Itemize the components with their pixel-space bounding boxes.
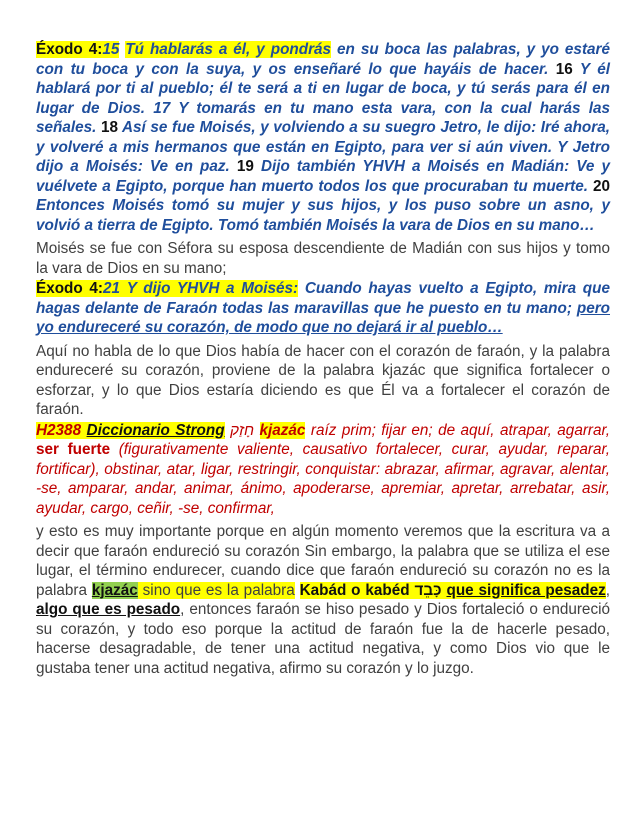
definition-keyword: ser fuerte: [36, 441, 111, 458]
verse-reference-number: 21: [103, 280, 121, 297]
hebrew-word: חָזַק: [230, 421, 255, 439]
highlighted-text: sino que es la palabra: [137, 581, 295, 599]
verse-reference: Éxodo 4:: [36, 41, 103, 58]
commentary-paragraph: [36, 522, 610, 678]
verse-passage-exodus-4-15: [36, 40, 610, 235]
verse-text: Entonces Moisés tomó su mujer y sus hijos, y los puso sobre un asno, y volvió a tierra de Egipto. Tomó también Moisés la vara de Dios en su mano…: [36, 197, 610, 234]
highlighted-verse-text: Tú hablarás a él, y pondrás: [125, 41, 332, 58]
verse-passage-exodus-4-21: [36, 279, 610, 338]
verse-text: Cuando hayas vuelto a Egipto, mira que hagas delante de Faraón todas las maravillas que he puesto en tu mano;: [36, 280, 610, 317]
verse-reference-number: 15: [102, 41, 120, 58]
verse-text: Y él hablará por ti al pueblo; él te será a ti en lugar de boca, y tú serás para él en lugar de Dios. 17 Y tomarás en tu mano esta vara, con la cual harás las señales.: [36, 60, 610, 136]
verse-reference: Éxodo 4:: [36, 280, 104, 297]
definition-text: raíz prim; fijar en; de aquí, atrapar, agarrar,: [305, 421, 611, 439]
verse-text: Así se fue Moisés, y volviendo a su suegro Jetro, le dijo: Iré ahora, y volveré a mis hermanos que están en Egipto, para ver si aún viven. Y Jetro dijo a Moisés: Ve en paz.: [36, 119, 610, 175]
commentary-paragraph: Aquí no habla de lo que Dios había de hacer con el corazón de faraón, y la palabra endureceré su corazón, proviene de la palabra kjazác que significa fortalecer o esforzar, y lo que Dios estaría diciendo es que Él va a fortalecer el corazón de faraón.: [36, 342, 610, 418]
punctuation: ,: [605, 581, 611, 599]
dictionary-name: Diccionario Strong: [86, 421, 225, 439]
commentary-text: , entonces faraón se hiso pesado y Dios fortaleció o endureció su corazón, y todo eso porque la actitud de faraón fue la de hacerle pesado, hacerse desagradable, de tener una actitud negativa, y como Dios vio que le gustaba tener una actitud negativa, afirmo su corazón y lo juzgo.: [36, 601, 610, 677]
verse-number: 20: [592, 177, 610, 195]
definition-text: (figurativamente valiente, causativo fortalecer, curar, ayudar, reparar, fortificar), obstinar, atar, ligar, restringir, conquistar: abrazar, afirmar, agravar, alentar, -se, amparar, andar, animar, ánimo, apoderarse, apremiar, apretar, arrebatar, asir, ayudar, cargo, ceñir, -se, confirmar,: [36, 441, 610, 517]
highlighted-word: kjazác: [91, 581, 138, 599]
commentary-paragraph: Moisés se fue con Séfora su esposa descendiente de Madián con sus hijos y tomo la vara de Dios en su mano;: [36, 240, 610, 277]
verse-number: 19: [236, 158, 254, 175]
commentary-text: y esto es muy importante porque en algún momento veremos que la escritura va a decir que faraón endureció su corazón Sin embargo, la palabra que se utiliza el ese lugar, el término endurecer, cuando dice que faraón endureció su corazón no es la palabra: [36, 523, 610, 599]
underlined-definition: que significa pesadez: [446, 581, 606, 599]
verse-number: 16: [555, 60, 573, 78]
verse-text: en su boca las palabras, y yo estaré con tu boca y con la suya, y os enseñaré lo que hayáis de hacer.: [36, 41, 611, 78]
verse-text: Dijo también YHVH a Moisés en Madián: Ve y vuélvete a Egipto, porque han muerto todos los que procuraban tu muerte.: [36, 158, 610, 195]
hebrew-word: כָּבֵד: [414, 581, 442, 599]
transliterated-word: kjazác: [259, 421, 306, 439]
highlighted-verse-text: Y dijo YHVH a Moisés:: [126, 280, 299, 297]
verse-number: 18: [100, 119, 118, 136]
strong-dictionary-entry: [36, 421, 610, 519]
underlined-definition: algo que es pesado: [36, 601, 181, 618]
underlined-verse-text: pero yo endureceré su corazón, de modo que no dejará ir al pueblo…: [36, 299, 610, 336]
highlighted-word: Kabád o kabéd: [299, 581, 410, 599]
document-page: [36, 40, 610, 679]
strong-code: H2388: [36, 421, 82, 439]
